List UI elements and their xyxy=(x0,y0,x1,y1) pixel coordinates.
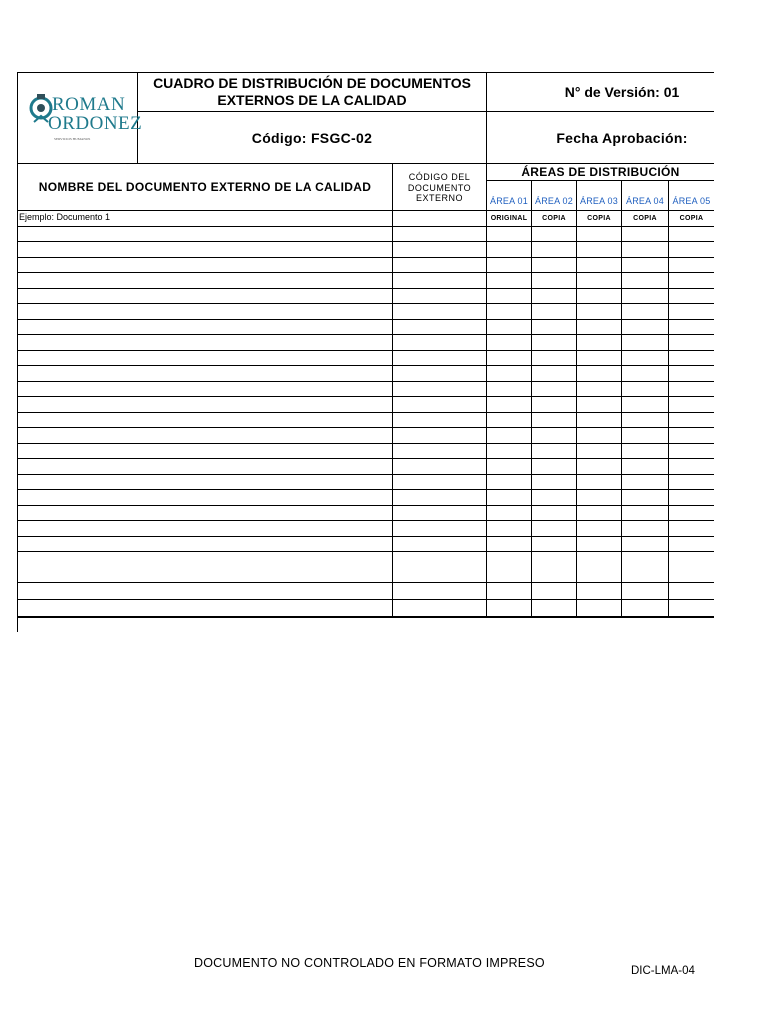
company-logo xyxy=(22,80,143,156)
grid-row-line xyxy=(17,319,714,320)
grid-row-line xyxy=(17,599,714,600)
grid-row-line xyxy=(487,180,714,181)
grid-col-line xyxy=(531,180,532,616)
logo-line-2: ORDONEZ xyxy=(48,113,143,134)
area-01-header: ÁREA 01 xyxy=(490,196,528,206)
code-header-line-2: DOCUMENTO xyxy=(407,182,472,193)
grid-row-line xyxy=(17,551,714,552)
copy-type-area-05: COPIA xyxy=(679,214,704,222)
approval-date-label: Fecha Aprobación: xyxy=(556,129,688,146)
grid-row-line xyxy=(17,288,714,289)
grid-row-line xyxy=(17,458,714,459)
area-05-header: ÁREA 05 xyxy=(672,196,711,206)
copy-type-area-03: COPIA xyxy=(587,214,611,222)
logo-tagline: SERVICIOS HUMANOS xyxy=(54,137,91,141)
title-line-2: EXTERNOS DE LA CALIDAD xyxy=(217,92,407,108)
copy-type-area-04: COPIA xyxy=(633,214,657,222)
grid-col-line xyxy=(621,180,622,616)
footer-code: DIC-LMA-04 xyxy=(631,965,695,977)
grid-col-line xyxy=(17,163,18,632)
area-02-header: ÁREA 02 xyxy=(535,196,573,206)
grid-col-line xyxy=(392,163,393,616)
code-header-line-3: EXTERNO xyxy=(415,193,463,204)
footer-notice: DOCUMENTO NO CONTROLADO EN FORMATO IMPRESO xyxy=(194,956,545,970)
grid-row-line xyxy=(17,474,714,475)
document-title xyxy=(138,73,486,111)
grid-row-line xyxy=(17,582,714,583)
grid-row-line xyxy=(17,350,714,351)
areas-header: ÁREAS DE DISTRIBUCIÓN xyxy=(521,164,680,179)
code-header-line-1: CÓDIGO DEL xyxy=(408,172,471,183)
grid-col-line xyxy=(576,180,577,616)
grid-row-line xyxy=(17,365,714,366)
grid-row-line xyxy=(17,616,714,618)
grid-row-line xyxy=(17,226,714,227)
grid-row-line xyxy=(17,536,714,537)
document-code: Código: FSGC-02 xyxy=(251,129,373,146)
grid-row-line xyxy=(17,489,714,490)
grid-row-line xyxy=(17,396,714,397)
grid-row-line xyxy=(17,334,714,335)
grid-row-line xyxy=(17,412,714,413)
grid-row-line xyxy=(17,443,714,444)
area-04-header: ÁREA 04 xyxy=(626,196,664,206)
grid-col-line xyxy=(668,180,669,616)
title-line-1: CUADRO DE DISTRIBUCIÓN DE DOCUMENTOS xyxy=(153,75,471,91)
copy-type-area-02: COPIA xyxy=(542,214,566,222)
grid-row-line xyxy=(17,303,714,304)
grid-row-line xyxy=(17,505,714,506)
grid-col-line xyxy=(486,163,487,616)
version-number: N° de Versión: 01 xyxy=(564,84,680,100)
grid-row-line xyxy=(17,241,714,242)
col-header-document-name: NOMBRE DEL DOCUMENTO EXTERNO DE LA CALIDAD xyxy=(38,180,372,194)
copy-type-area-01: ORIGINAL xyxy=(490,214,528,222)
area-03-header: ÁREA 03 xyxy=(580,196,618,206)
grid-row-line xyxy=(17,520,714,521)
logo-line-1: ROMAN xyxy=(52,94,126,115)
grid-row-line xyxy=(17,381,714,382)
col-header-document-code xyxy=(393,166,486,210)
grid-row-line xyxy=(17,272,714,273)
example-row-name: Ejemplo: Documento 1 xyxy=(19,212,111,222)
grid-row-line xyxy=(17,210,714,211)
grid-row-line xyxy=(17,427,714,428)
grid-row-line xyxy=(17,257,714,258)
